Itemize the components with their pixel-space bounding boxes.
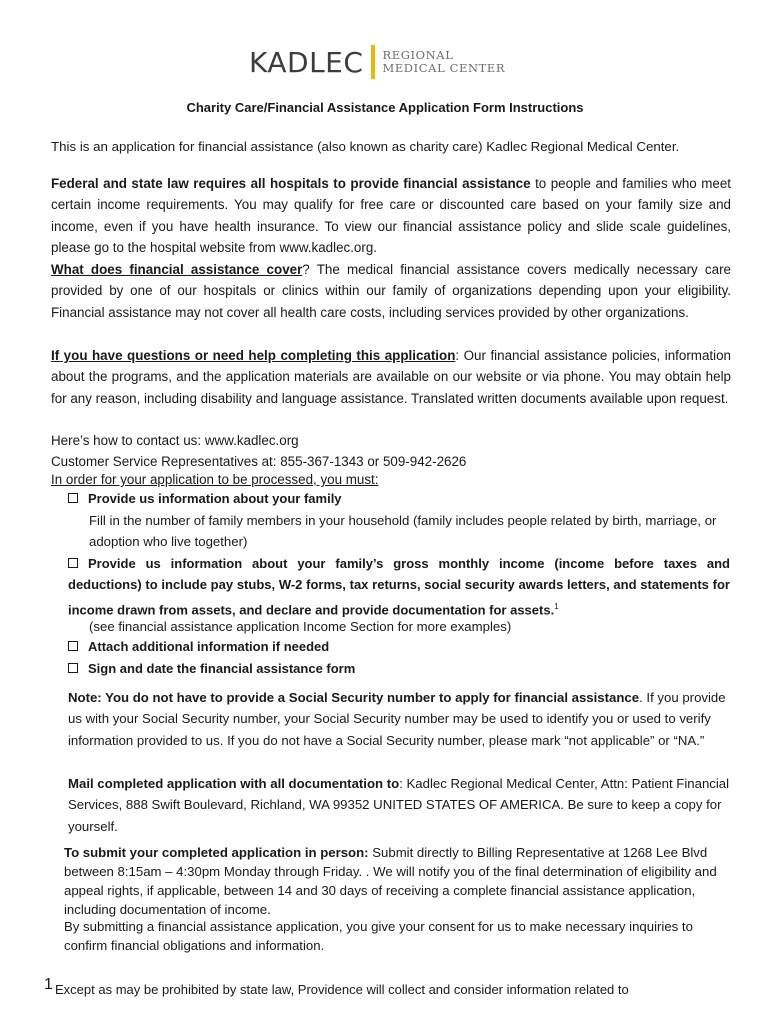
note-bold: Note: You do not have to provide a Social Security number to apply for financial assistance — [68, 690, 640, 705]
checkbox-icon — [68, 641, 78, 651]
page-title: Charity Care/Financial Assistance Application Form Instructions — [186, 100, 584, 115]
checklist-label: Provide us information about your family’s gross monthly income (income before taxes and deductions) to include pay stubs, W-2 forms, tax returns, social security awards letters, and statements for income drawn from assets, and declare and provide documentation for assets. — [68, 556, 730, 618]
law-paragraph — [51, 173, 731, 259]
intro-paragraph: This is an application for financial assistance (also known as charity care) Kadlec Regional Medical Center. — [51, 139, 680, 154]
logo-subtitle — [382, 49, 505, 75]
logo-divider-bar — [371, 45, 375, 79]
mail-text: : Kadlec Regional Medical Center, Attn: Patient Financial Services, 888 Swift Boulevard, Richland, WA 99352 UNITED STATES OF AMERICA. Be sure to keep a copy for yourself. — [68, 776, 730, 834]
law-bold: Federal and state law requires all hospitals to provide financial assistance — [51, 176, 531, 191]
checklist-label: Sign and date the financial assistance form — [88, 661, 356, 676]
checklist-label: Attach additional information if needed — [88, 639, 330, 654]
cover-text: ? The medical financial assistance covers medically necessary care provided by one of our hospitals or clinics within our family of organizations depending upon your eligibility. Financial assistance may not cover all health care costs, including services provided by other organizations. — [51, 262, 731, 320]
checklist-detail-family: Fill in the number of family members in your household (family includes people related by birth, marriage, or adoption who live together) — [89, 513, 717, 550]
checklist-item-attach — [68, 636, 730, 657]
mail-bold: Mail completed application with all documentation to — [68, 776, 400, 791]
contact-line: Here’s how to contact us: www.kadlec.org — [51, 433, 299, 448]
footnote-ref: 1 — [554, 601, 559, 611]
logo-wordmark: KADLEC — [249, 45, 364, 79]
checkbox-icon — [68, 663, 78, 673]
checkbox-icon — [68, 558, 78, 568]
cover-heading: What does financial assistance cover — [51, 262, 303, 277]
consent-paragraph: By submitting a financial assistance application, you give your consent for us to make necessary inquiries to confirm financial obligations and information. — [64, 919, 693, 953]
process-heading: In order for your application to be processed, you must: — [51, 472, 379, 487]
questions-paragraph — [51, 345, 731, 409]
logo-subtitle-line2: MEDICAL CENTER — [382, 61, 506, 75]
in-person-paragraph — [64, 843, 736, 919]
note-text: . If you provide us with your Social Security number, your Social Security number may be used to identify you or used to verify information provided to us. If you do not have a Social Security number, please mark “not applicable” or “NA.” — [68, 690, 726, 748]
footnote-text: Except as may be prohibited by state law, Providence will collect and consider information related to — [55, 982, 629, 997]
questions-text: : Our financial assistance policies, information about the programs, and the application materials are available on our website or via phone. You may obtain help for any reason, including disability and language assistance. Translated written documents available upon request. — [51, 348, 731, 406]
cover-paragraph — [51, 259, 731, 323]
footnote-number: 1 — [44, 976, 53, 993]
law-text: to people and families who meet certain income requirements. You may qualify for free care or discounted care based on your family size and income, even if you have health insurance. To view our financial assistance policy and slide scale guidelines, please go to the hospital website from www.kadlec.org. — [51, 176, 731, 256]
in-person-text: Submit directly to Billing Representative at 1268 Lee Blvd between 8:15am – 4:30pm Monday through Friday. . We will notify you of the final determination of eligibility and appeal rights, if applicable, between 14 and 30 days of receiving a complete financial assistance application, including documentation of income. — [64, 845, 717, 917]
questions-heading: If you have questions or need help completing this application — [51, 348, 456, 363]
checklist-item-sign — [68, 658, 730, 679]
checklist-label: Provide us information about your family — [88, 491, 342, 506]
logo-subtitle-line1: REGIONAL — [382, 48, 454, 62]
phone-line: Customer Service Representatives at: 855-367-1343 or 509-942-2626 — [51, 454, 467, 469]
checklist-detail-income: (see financial assistance application Income Section for more examples) — [89, 619, 512, 634]
checklist-item-income — [68, 553, 730, 621]
checklist-item-family — [68, 488, 730, 509]
checkbox-icon — [68, 493, 78, 503]
in-person-bold: To submit your completed application in person: — [64, 845, 369, 860]
kadlec-logo — [249, 42, 505, 82]
mail-paragraph — [68, 773, 730, 837]
note-paragraph — [68, 687, 730, 751]
